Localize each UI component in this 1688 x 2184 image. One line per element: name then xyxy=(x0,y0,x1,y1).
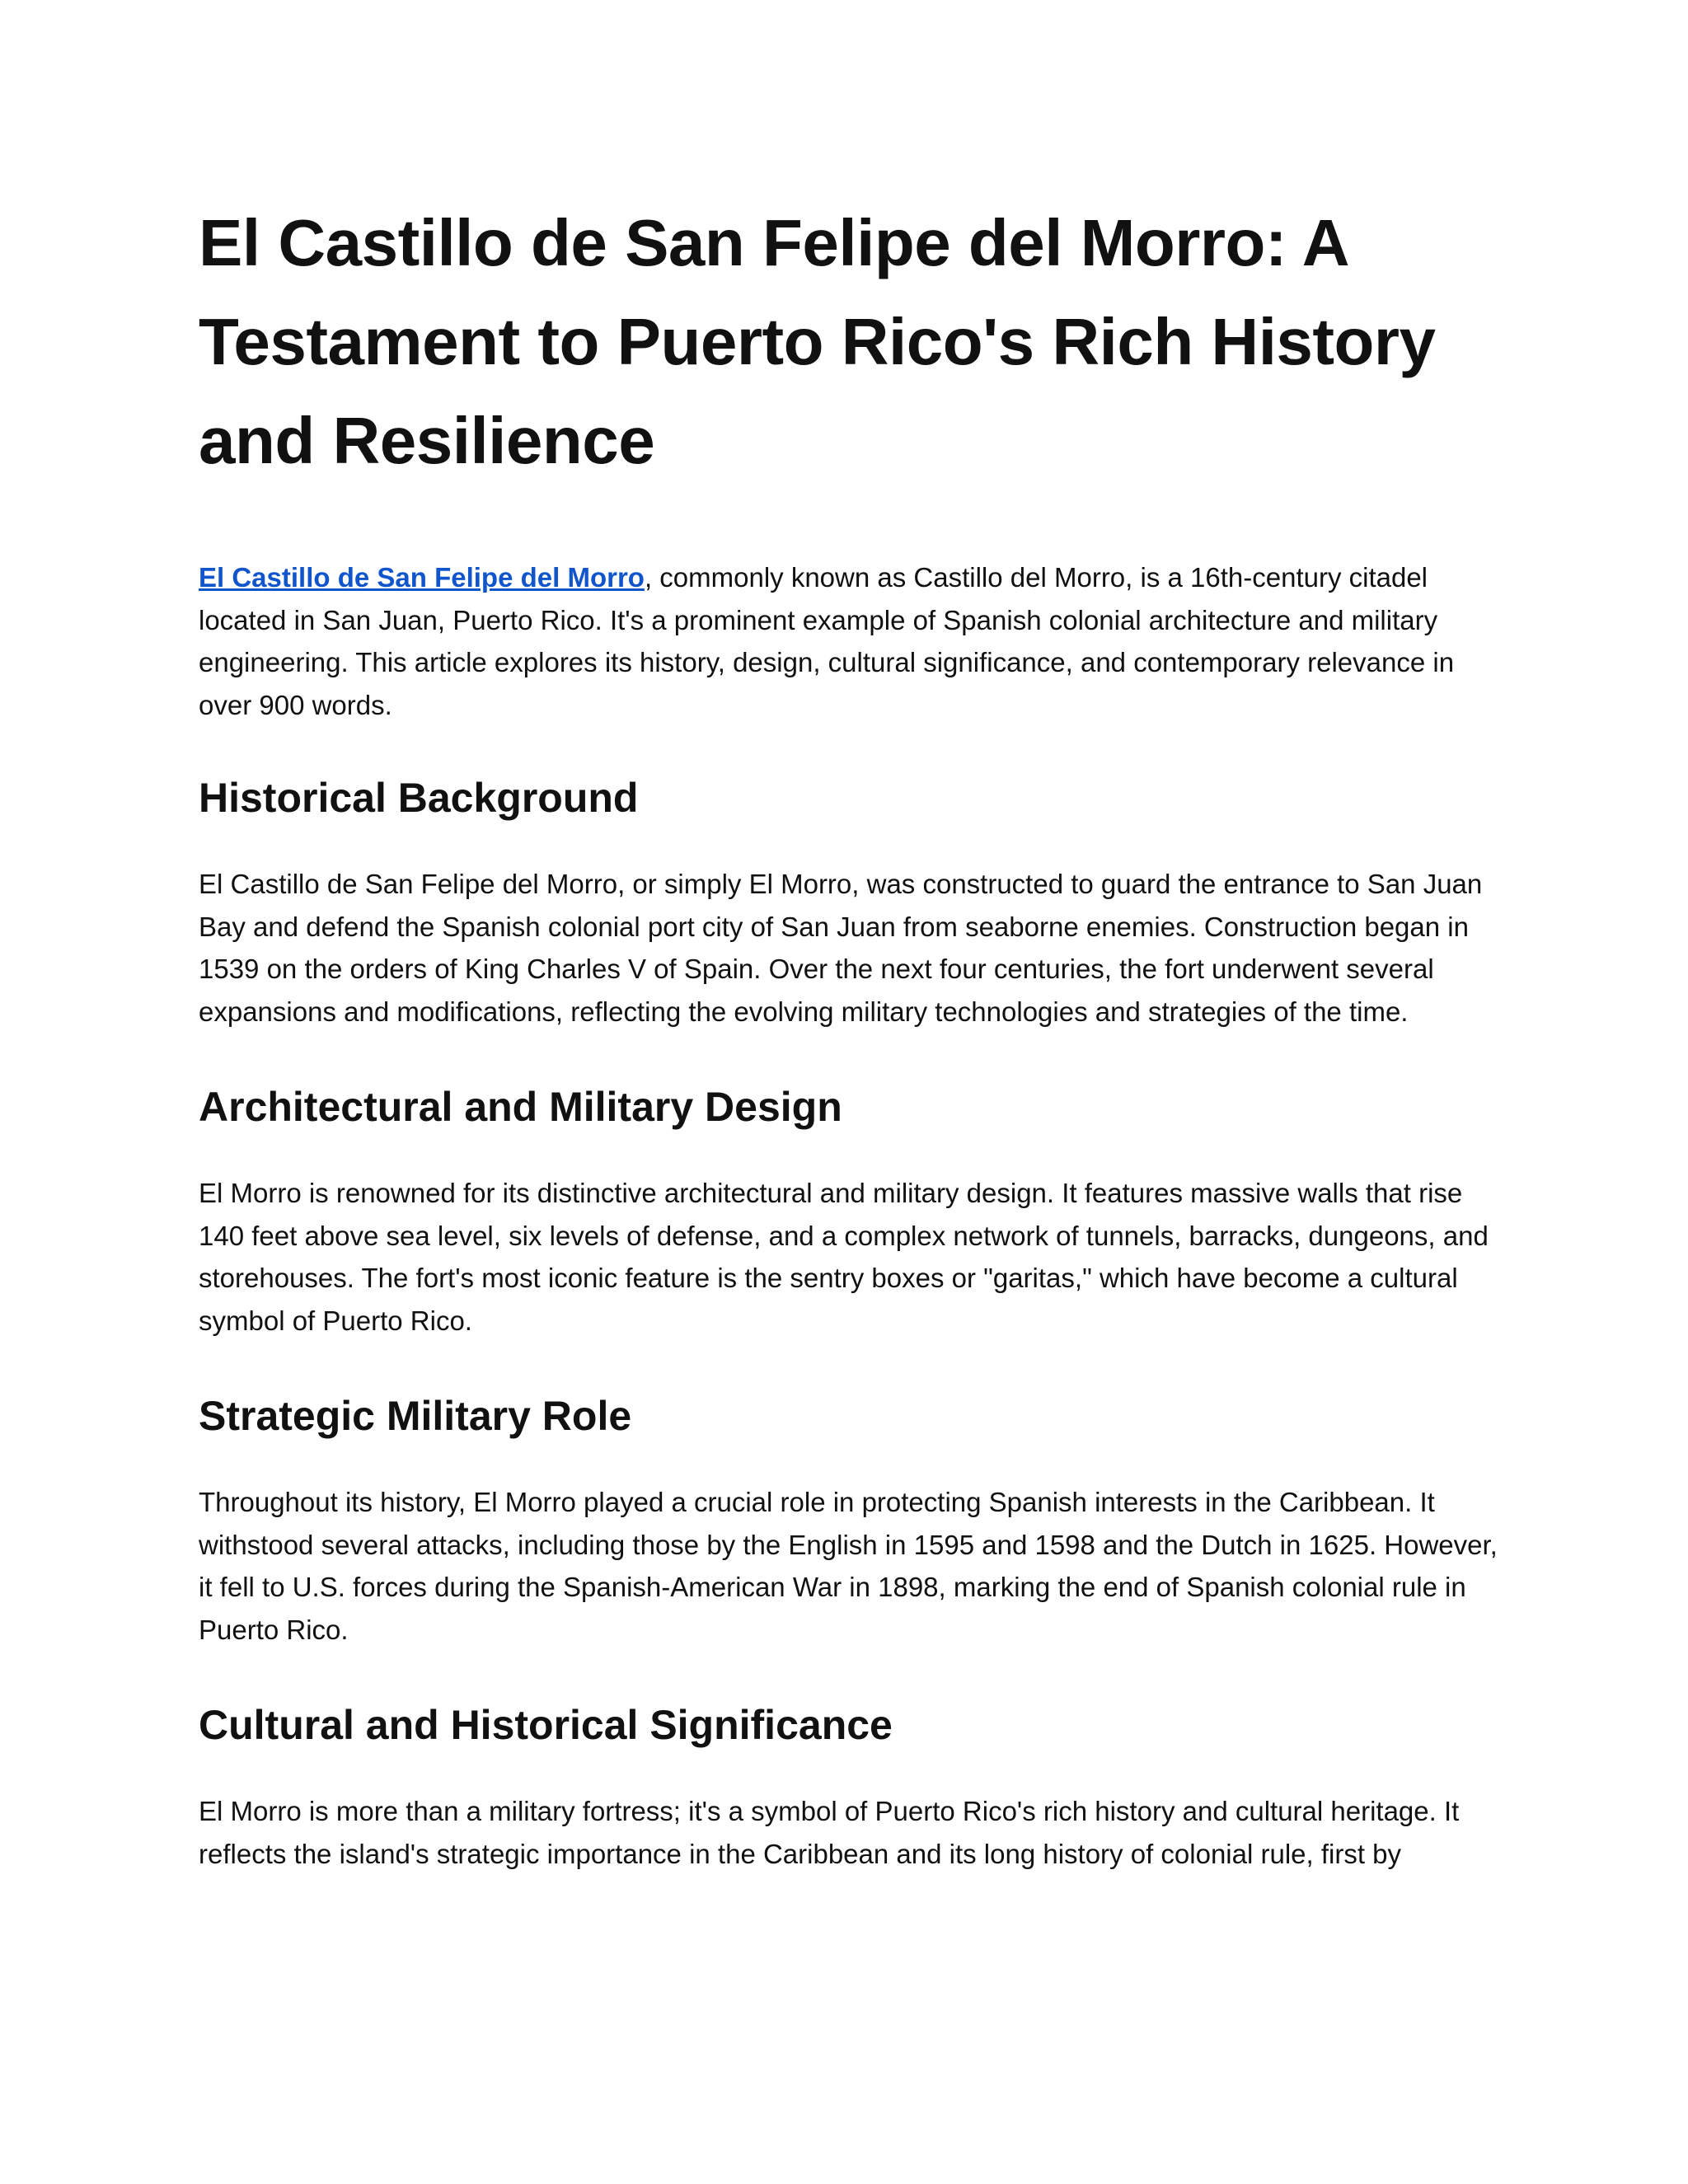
heading-strategic-role: Strategic Military Role xyxy=(199,1393,632,1439)
heading-historical-background: Historical Background xyxy=(199,775,639,821)
paragraph-strategic-role: Throughout its history, El Morro played a crucial role in protecting Spanish interests in the Caribbean. It withstood several attacks, including those by the English in 1595 and 1598 and the Dutch in 1625. However, it fell to U.S. forces during the Spanish-American War in 1898, marking the end of Spanish colonial rule in Puerto Rico. xyxy=(199,1487,1498,1645)
page-title: El Castillo de San Felipe del Morro: A Testament to Puerto Rico's Rich History and Resilience xyxy=(199,206,1436,477)
heading-architectural-design: Architectural and Military Design xyxy=(199,1084,842,1130)
intro-paragraph xyxy=(199,556,1501,726)
intro-text: , commonly known as Castillo del Morro, is a 16th-century citadel located in San Juan, Puerto Rico. It's a prominent example of Spanish colonial architecture and military engineering. This article explores its history, design, cultural significance, and contemporary relevance in over 900 words. xyxy=(199,562,1455,720)
paragraph-architectural-design: El Morro is renowned for its distinctive architectural and military design. It features massive walls that rise 140 feet above sea level, six levels of defense, and a complex network of tunnels, barracks, dungeons, and storehouses. The fort's most iconic feature is the sentry boxes or "garitas," which have become a cultural symbol of Puerto Rico. xyxy=(199,1178,1489,1336)
document-page xyxy=(199,194,1501,1875)
paragraph-cultural-significance: El Morro is more than a military fortress; it's a symbol of Puerto Rico's rich history and cultural heritage. It reflects the island's strategic importance in the Caribbean and its long history of colonial rule, first by xyxy=(199,1796,1460,1869)
fort-link[interactable]: El Castillo de San Felipe del Morro xyxy=(199,562,645,593)
heading-cultural-significance: Cultural and Historical Significance xyxy=(199,1702,893,1748)
paragraph-historical-background: El Castillo de San Felipe del Morro, or simply El Morro, was constructed to guard the entrance to San Juan Bay and defend the Spanish colonial port city of San Juan from seaborne enemies. Construction began in 1539 on the orders of King Charles V of Spain. Over the next four centuries, the fort underwent several expansions and modifications, reflecting the evolving military technologies and strategies of the time. xyxy=(199,869,1483,1027)
